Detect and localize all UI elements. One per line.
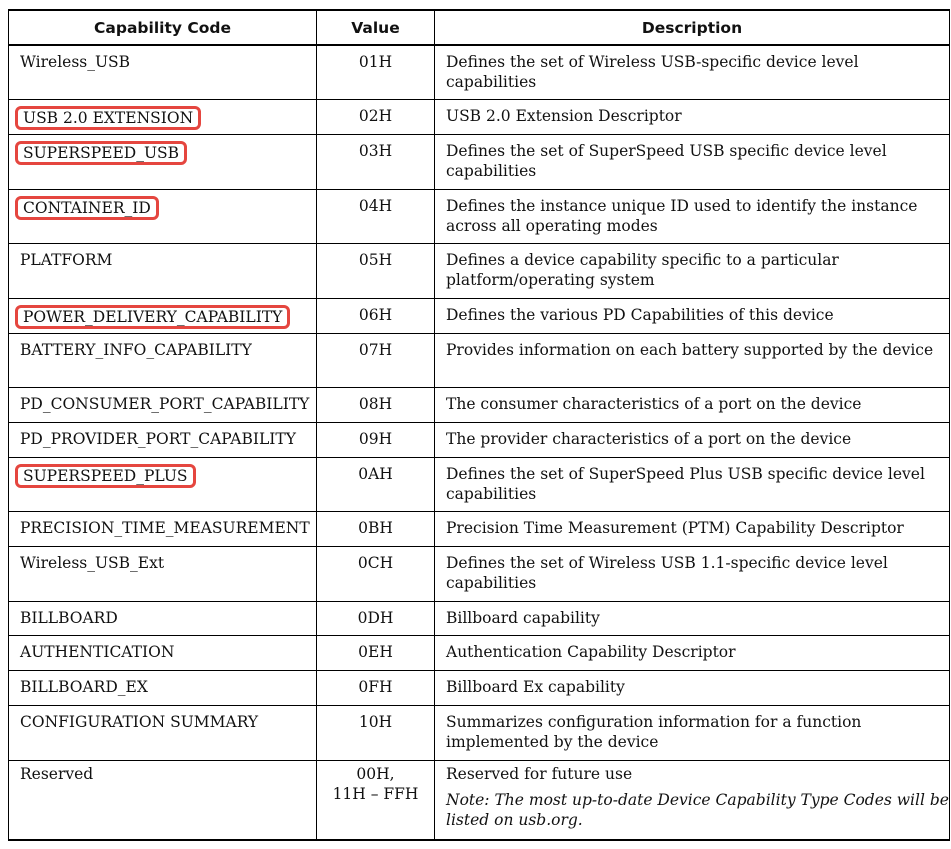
capability-code: PD_CONSUMER_PORT_CAPABILITY	[9, 388, 317, 423]
capability-code: PRECISION_TIME_MEASUREMENT	[9, 512, 317, 547]
capability-description: Billboard Ex capability	[435, 671, 950, 706]
capability-code: Wireless_USB_Ext	[9, 547, 317, 602]
capability-description: Defines the set of SuperSpeed USB specific device level capabilities	[435, 134, 950, 189]
table-row	[9, 512, 950, 547]
table-row	[9, 457, 950, 512]
table-row	[9, 244, 950, 299]
header-capability-code: Capability Code	[9, 10, 317, 45]
capability-description: Precision Time Measurement (PTM) Capability Descriptor	[435, 512, 950, 547]
capability-value: 01H	[317, 45, 435, 100]
capability-description-cell	[435, 760, 950, 840]
capability-code-cell	[9, 134, 317, 189]
capability-description: Billboard capability	[435, 601, 950, 636]
capability-description: The provider characteristics of a port on the device	[435, 423, 950, 458]
table-row	[9, 333, 950, 388]
capability-code: PD_PROVIDER_PORT_CAPABILITY	[9, 423, 317, 458]
table-row	[9, 100, 950, 135]
capability-code: AUTHENTICATION	[9, 636, 317, 671]
highlighted-capability-code: SUPERSPEED_USB	[15, 141, 187, 165]
capability-code: BILLBOARD	[9, 601, 317, 636]
capability-codes-table	[8, 9, 950, 841]
description-note: Note: The most up-to-date Device Capability Type Codes will be listed on usb.org.	[446, 790, 949, 829]
table-row	[9, 760, 950, 840]
capability-description: Provides information on each battery supported by the device	[435, 333, 950, 388]
capability-value: 09H	[317, 423, 435, 458]
capability-value: 02H	[317, 100, 435, 135]
capability-code: CONFIGURATION SUMMARY	[9, 705, 317, 760]
capability-code: PLATFORM	[9, 244, 317, 299]
table-row	[9, 547, 950, 602]
capability-code-cell	[9, 298, 317, 333]
highlighted-capability-code: SUPERSPEED_PLUS	[15, 464, 196, 488]
header-description: Description	[435, 10, 950, 45]
capability-code-cell	[9, 100, 317, 135]
capability-value: 0DH	[317, 601, 435, 636]
table-row	[9, 134, 950, 189]
highlighted-capability-code: POWER_DELIVERY_CAPABILITY	[15, 305, 290, 329]
capability-code: Wireless_USB	[9, 45, 317, 100]
capability-code-cell	[9, 189, 317, 244]
table-row	[9, 671, 950, 706]
table-row	[9, 388, 950, 423]
capability-description: The consumer characteristics of a port on the device	[435, 388, 950, 423]
capability-value: 0BH	[317, 512, 435, 547]
capability-value-range: 11H – FFH	[332, 784, 419, 803]
capability-description: Defines the set of SuperSpeed Plus USB specific device level capabilities	[435, 457, 950, 512]
capability-description: Reserved for future use	[446, 764, 633, 783]
table-row	[9, 423, 950, 458]
capability-code: BATTERY_INFO_CAPABILITY	[9, 333, 317, 388]
capability-value: 07H	[317, 333, 435, 388]
capability-value: 0FH	[317, 671, 435, 706]
capability-value: 05H	[317, 244, 435, 299]
capability-description: Defines the set of Wireless USB 1.1-specific device level capabilities	[435, 547, 950, 602]
capability-description: USB 2.0 Extension Descriptor	[435, 100, 950, 135]
capability-value: 03H	[317, 134, 435, 189]
capability-value: 08H	[317, 388, 435, 423]
capability-description: Defines the various PD Capabilities of this device	[435, 298, 950, 333]
capability-value: 04H	[317, 189, 435, 244]
capability-value: 0CH	[317, 547, 435, 602]
capability-code: BILLBOARD_EX	[9, 671, 317, 706]
capability-value-cell	[317, 760, 435, 840]
header-value: Value	[317, 10, 435, 45]
table-row	[9, 298, 950, 333]
highlighted-capability-code: CONTAINER_ID	[15, 196, 159, 220]
capability-value: 0EH	[317, 636, 435, 671]
table-row	[9, 189, 950, 244]
capability-value: 06H	[317, 298, 435, 333]
capability-value: 0AH	[317, 457, 435, 512]
table-row	[9, 705, 950, 760]
table-row	[9, 601, 950, 636]
capability-description: Summarizes configuration information for a function implemented by the device	[435, 705, 950, 760]
capability-code-cell	[9, 457, 317, 512]
highlighted-capability-code: USB 2.0 EXTENSION	[15, 106, 201, 130]
table-row	[9, 45, 950, 100]
capability-value: 10H	[317, 705, 435, 760]
capability-description: Defines the set of Wireless USB-specific device level capabilities	[435, 45, 950, 100]
capability-description: Authentication Capability Descriptor	[435, 636, 950, 671]
capability-code: Reserved	[9, 760, 317, 840]
capability-description: Defines a device capability specific to a particular platform/operating system	[435, 244, 950, 299]
table-row	[9, 636, 950, 671]
capability-description: Defines the instance unique ID used to identify the instance across all operating modes	[435, 189, 950, 244]
capability-value: 00H,	[356, 764, 395, 783]
table-header-row	[9, 10, 950, 45]
